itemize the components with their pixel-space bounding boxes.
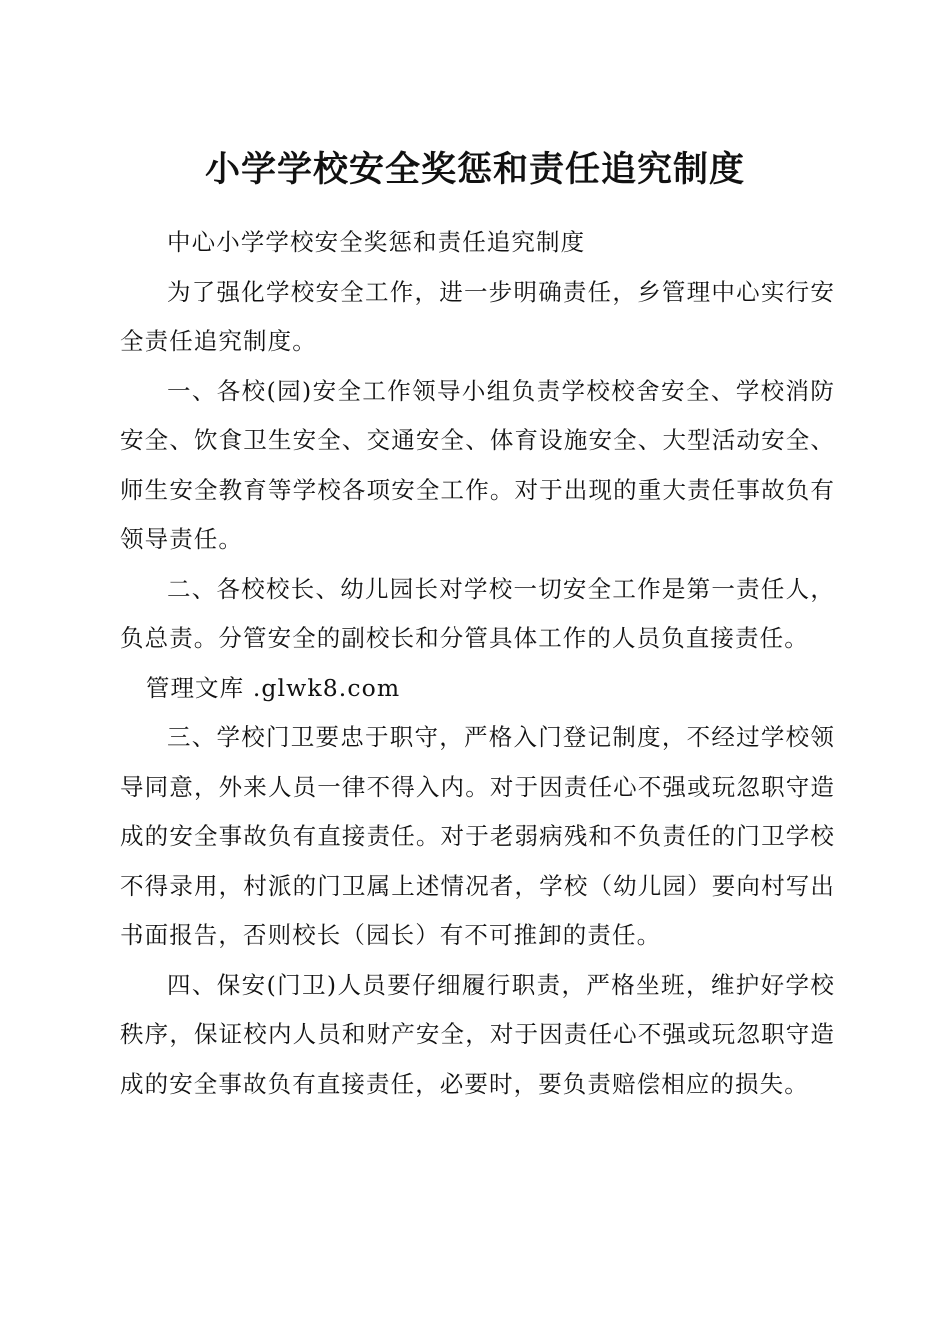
paragraph-item-2: 二、各校校长、幼儿园长对学校一切安全工作是第一责任人，负总责。分管安全的副校长和分管具体工作的人员负直接责任。 (120, 574, 835, 652)
document-body (120, 218, 835, 1109)
paragraph-item-3: 三、学校门卫要忠于职守，严格入门登记制度，不经过学校领导同意，外来人员一律不得入内。对于因责任心不强或玩忽职守造成的安全事故负有直接责任。对于老弱病残和不负责任的门卫学校不得录用，村派的门卫属上述情况者，学校（幼儿园）要向村写出书面报告，否则校长（园长）有不可推卸的责任。 (120, 723, 835, 949)
paragraph-item-4: 四、保安(门卫)人员要仔细履行职责，严格坐班，维护好学校秩序，保证校内人员和财产安全，对于因责任心不强或玩忽职守造成的安全事故负有直接责任，必要时，要负责赔偿相应的损失。 (120, 970, 835, 1098)
paragraph-intro: 为了强化学校安全工作，进一步明确责任，乡管理中心实行安全责任追究制度。 (120, 277, 835, 355)
paragraph-item-1: 一、各校(园)安全工作领导小组负责学校校舍安全、学校消防安全、饮食卫生安全、交通安全、体育设施安全、大型活动安全、师生安全教育等学校各项安全工作。对于出现的重大责任事故负有领导责任。 (120, 376, 835, 553)
document-title: 小学学校安全奖惩和责任追究制度 (204, 149, 745, 190)
paragraph-subtitle: 中心小学学校安全奖惩和责任追究制度 (167, 228, 586, 256)
source-note: 管理文库 .glwk8.com (145, 673, 401, 702)
